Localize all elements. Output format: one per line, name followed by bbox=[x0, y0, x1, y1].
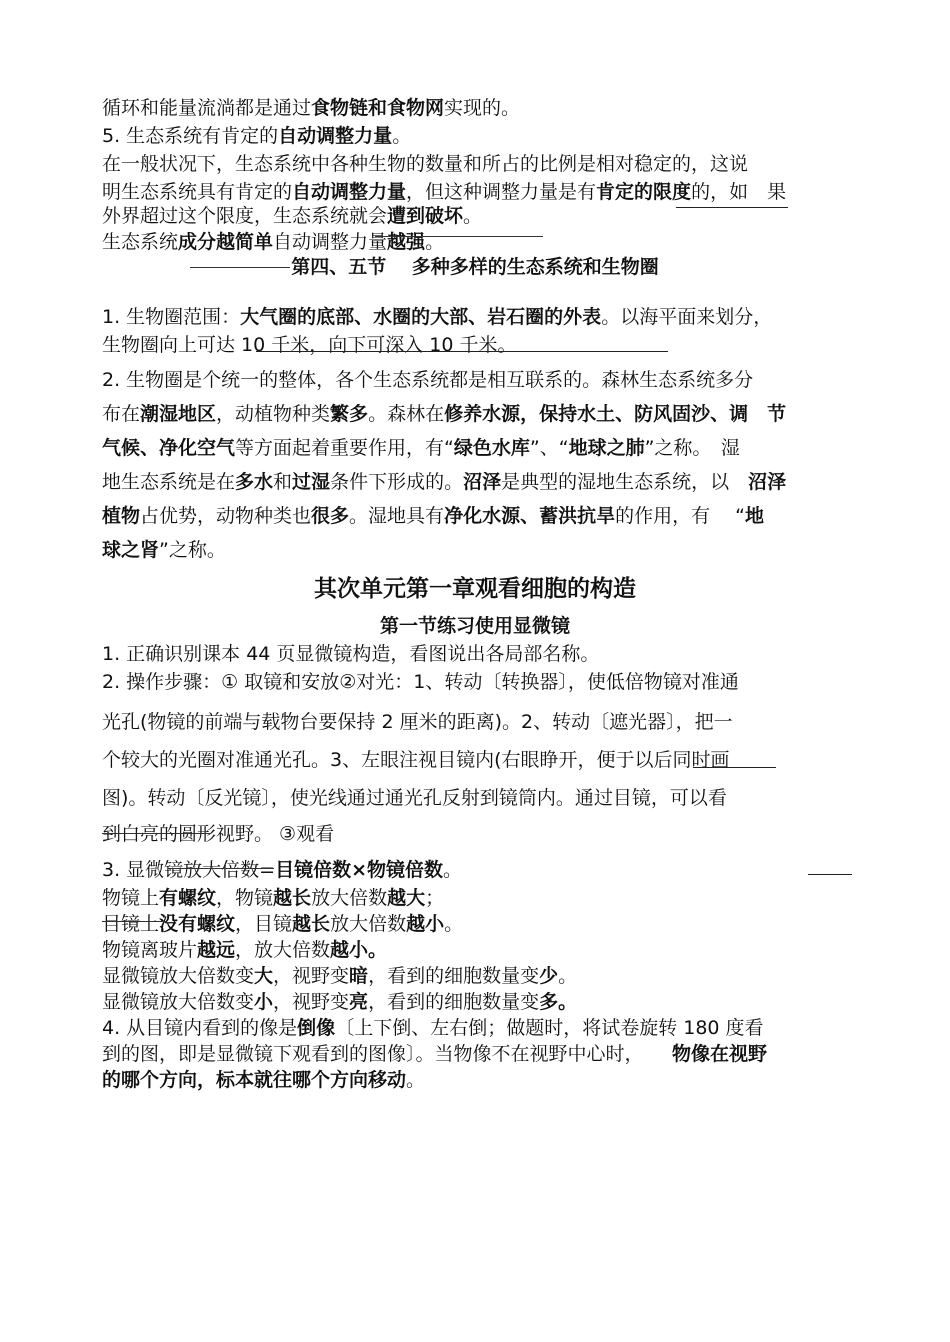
text-line: 显微镜放大倍数变小，视野变亮，看到的细胞数量变多。 bbox=[102, 991, 578, 1013]
unit-heading: 其次单元第一章观看细胞的构造 bbox=[314, 576, 636, 602]
text-line: 个较大的光圈对准通光孔。3、左眼注视目镜内(右眼睁开，便于以后同时画 bbox=[102, 749, 730, 771]
text-line: 2. 操作步骤：① 取镜和安放②对光：1、转动〔转换器〕，使低倍物镜对准通 bbox=[102, 671, 739, 693]
text-line: 植物占优势，动物种类也很多。湿地具有净化水源、蓄洪抗旱的作用，有 “地 bbox=[102, 505, 764, 527]
text-line: 循环和能量流淌都是通过食物链和食物网实现的。 bbox=[102, 97, 521, 119]
text-line: 外界超过这个限度，生态系统就会遭到破坏。 bbox=[102, 205, 483, 227]
text-line: 布在潮湿地区，动植物种类繁多。森林在修养水源，保持水土、防风固沙、调 节 bbox=[102, 403, 787, 425]
text-line: 3. 显微镜放大倍数=目镜倍数×物镜倍数。 bbox=[102, 859, 463, 881]
text-line: 地生态系统是在多水和过湿条件下形成的。沼泽是典型的湿地生态系统，以 沼泽 bbox=[102, 471, 787, 493]
text-line: 1. 正确识别课本 44 页显微镜构造，看图说出各局部名称。 bbox=[102, 643, 600, 665]
strike-rule bbox=[168, 868, 274, 869]
text-line: 光孔(物镜的前端与载物台要保持 2 厘米的距离)。2、转动〔遮光器〕，把一 bbox=[102, 711, 733, 733]
text-line: 目镜上没有螺纹，目镜越长放大倍数越小。 bbox=[102, 913, 464, 935]
subsection-heading: 第一节练习使用显微镜 bbox=[379, 615, 570, 637]
text-line: 球之肾”之称。 bbox=[102, 539, 226, 561]
text-line: 在一般状况下，生态系统中各种生物的数量和所占的比例是相对稳定的，这说 bbox=[102, 153, 749, 175]
underline-rule bbox=[676, 207, 788, 208]
underline-rule bbox=[256, 351, 668, 352]
text-line: 明生态系统具有肯定的自动调整力量，但这种调整力量是有肯定的限度的，如 果 bbox=[102, 181, 787, 203]
strike-rule bbox=[375, 236, 543, 237]
text-line: 1. 生物圈范围：大气圈的底部、水圈的大部、岩石圈的外表。以海平面来划分， bbox=[102, 306, 773, 328]
underline-rule bbox=[808, 874, 852, 875]
text-line: 4. 从目镜内看到的像是倒像〔上下倒、左右倒；做题时，将试卷旋转 180 度看 bbox=[102, 1017, 764, 1039]
text-line: 物镜离玻片越远，放大倍数越小。 bbox=[102, 939, 388, 961]
section-heading: 第四、五节 多种多样的生态系统和生物圈 bbox=[291, 256, 659, 278]
text-line: 2. 生物圈是个统一的整体，各个生态系统都是相互联系的。森林生态系统多分 bbox=[102, 369, 754, 391]
strike-rule bbox=[190, 267, 290, 268]
text-line: 到的图，即是显微镜下观看到的图像〕。当物像不在视野中心时， 物像在视野 bbox=[102, 1043, 768, 1065]
strike-rule bbox=[102, 833, 210, 834]
text-line: 到白亮的圆形视野。 ③观看 bbox=[102, 823, 335, 845]
text-line: 气候、净化空气等方面起着重要作用，有“绿色水库”、“地球之肺”之称。 湿 bbox=[102, 437, 740, 459]
text-line: 生物圈向上可达 10 千米，向下可深入 10 千米。 bbox=[102, 334, 517, 356]
text-line: 显微镜放大倍数变大，视野变暗，看到的细胞数量变少。 bbox=[102, 965, 578, 987]
text-line: 图)。转动〔反光镜〕，使光线通过通光孔反射到镜筒内。通过目镜，可以看 bbox=[102, 787, 727, 809]
text-line: 5. 生态系统有肯定的自动调整力量。 bbox=[102, 125, 412, 147]
text-line: 的哪个方向，标本就往哪个方向移动。 bbox=[102, 1069, 426, 1091]
strike-rule bbox=[102, 921, 166, 922]
underline-rule bbox=[693, 767, 776, 768]
text-line: 物镜上有螺纹，物镜越长放大倍数越大； bbox=[102, 887, 445, 909]
text-line: 生态系统成分越简单自动调整力量越强。 bbox=[102, 231, 445, 253]
